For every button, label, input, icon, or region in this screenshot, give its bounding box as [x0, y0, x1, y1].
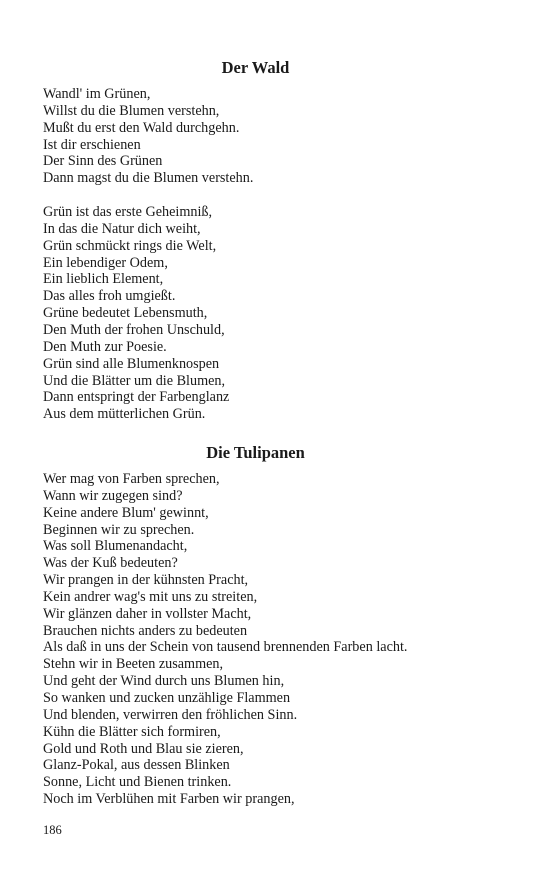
verse-line: Und blenden, verwirren den fröhlichen Sinn.: [43, 706, 298, 723]
verse-line: Was der Kuß bedeuten?: [43, 555, 178, 572]
verse-line: Aus dem mütterlichen Grün.: [43, 406, 206, 423]
verse-line: Grün schmückt rings die Welt,: [43, 237, 217, 254]
verse-line: Das alles froh umgießt.: [43, 288, 176, 305]
verse-line: Keine andere Blum' gewinnt,: [43, 504, 209, 521]
poem-die-tulipanen: [43, 441, 468, 808]
verse-line: Ist dir erschienen: [43, 136, 141, 153]
verse-line: Wer mag von Farben sprechen,: [43, 471, 220, 487]
stanza: [43, 86, 468, 187]
poem-title: Die Tulipanen: [206, 443, 305, 462]
verse-line: Der Sinn des Grünen: [43, 153, 163, 170]
verse-line: Grüne bedeutet Lebensmuth,: [43, 305, 208, 322]
poem-title: Der Wald: [221, 58, 290, 77]
verse-line: Willst du die Blumen verstehn,: [43, 102, 220, 119]
verse-line: Ein lebendiger Odem,: [43, 254, 168, 271]
verse-line: Was soll Blumenandacht,: [43, 538, 188, 555]
verse-line: Brauchen nichts anders zu bedeuten: [43, 622, 248, 639]
verse-line: Sonne, Licht und Bienen trinken.: [43, 774, 232, 791]
verse-line: So wanken und zucken unzählige Flammen: [43, 689, 291, 706]
stanza: [43, 204, 468, 423]
verse-line: Wir prangen in der kühnsten Pracht,: [43, 572, 249, 589]
poem-der-wald: [43, 56, 468, 423]
verse-line: Gold und Roth und Blau sie zieren,: [43, 740, 244, 757]
verse-line: Wann wir zugegen sind?: [43, 487, 183, 504]
verse-line: Wandl' im Grünen,: [43, 86, 151, 102]
verse-line: Kühn die Blätter sich formiren,: [43, 723, 221, 740]
verse-line: Kein andrer wag's mit uns zu streiten,: [43, 588, 258, 605]
verse-line: Stehn wir in Beeten zusammen,: [43, 656, 224, 673]
verse-line: Als daß in uns der Schein von tausend brennenden Farben lacht.: [43, 639, 408, 656]
verse-line: Den Muth zur Poesie.: [43, 338, 167, 355]
page-number: 186: [43, 823, 62, 837]
verse-line: Grün sind alle Blumenknospen: [43, 355, 220, 372]
verse-line: In das die Natur dich weiht,: [43, 220, 201, 237]
verse-line: Grün ist das erste Geheimniß,: [43, 204, 213, 221]
verse-line: Dann entspringt der Farbenglanz: [43, 389, 230, 406]
verse-line: Und die Blätter um die Blumen,: [43, 372, 226, 389]
stanza: [43, 471, 468, 808]
verse-line: Mußt du erst den Wald durchgehn.: [43, 119, 240, 136]
verse-line: Ein lieblich Element,: [43, 271, 164, 288]
verse-line: Und geht der Wind durch uns Blumen hin,: [43, 673, 285, 690]
verse-line: Wir glänzen daher in vollster Macht,: [43, 605, 252, 622]
verse-line: Beginnen wir zu sprechen.: [43, 521, 195, 538]
verse-line: Noch im Verblühen mit Farben wir prangen,: [43, 791, 295, 808]
verse-line: Den Muth der frohen Unschuld,: [43, 321, 225, 338]
verse-line: Dann magst du die Blumen verstehn.: [43, 170, 254, 187]
verse-line: Glanz-Pokal, aus dessen Blinken: [43, 757, 230, 774]
